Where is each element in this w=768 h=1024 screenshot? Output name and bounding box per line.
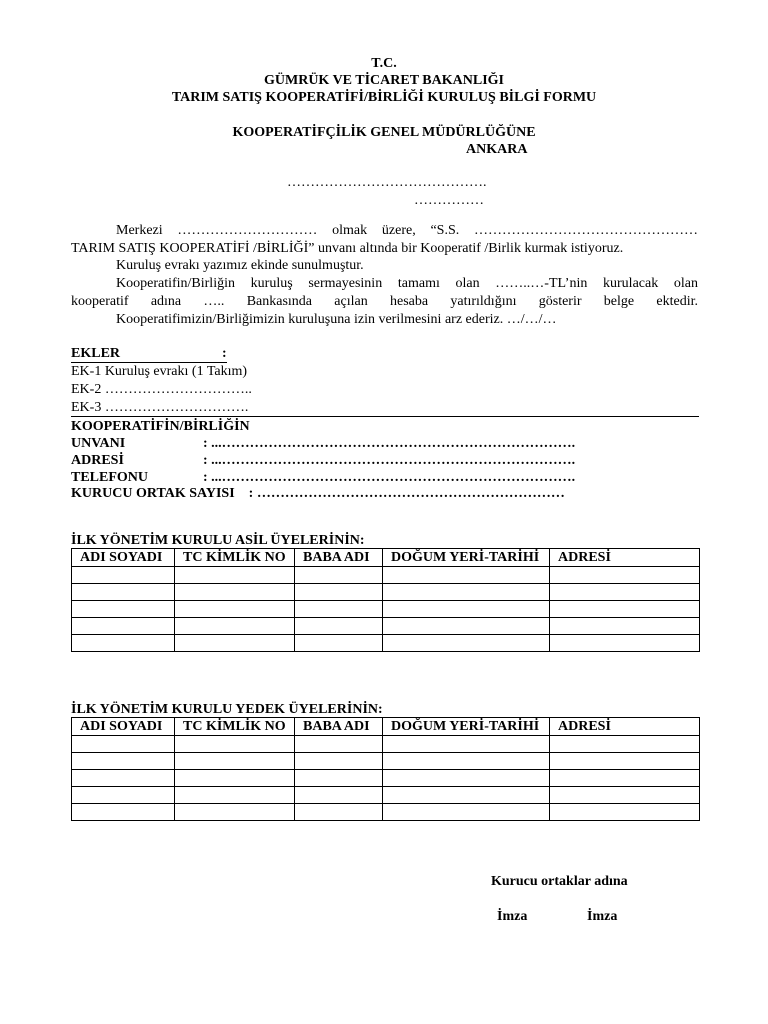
table-cell[interactable]	[383, 804, 550, 821]
field-title-label: UNVANI	[71, 436, 126, 451]
table-row	[72, 736, 700, 753]
table-cell[interactable]	[175, 804, 295, 821]
table-cell[interactable]	[295, 584, 383, 601]
table-cell[interactable]	[295, 787, 383, 804]
table-header-row	[72, 718, 700, 736]
table-cell[interactable]	[383, 618, 550, 635]
column-header-tc-id: TC KİMLİK NO	[175, 718, 295, 736]
table-row	[72, 804, 700, 821]
attachment-3: EK-3 ………………………….	[71, 400, 249, 415]
place-line-1: …………………………………….	[287, 175, 487, 190]
table-header-row	[72, 549, 700, 567]
table-row	[72, 770, 700, 787]
table-cell[interactable]	[295, 736, 383, 753]
column-header-birth: DOĞUM YERİ-TARİHİ	[383, 718, 550, 736]
table-cell[interactable]	[383, 567, 550, 584]
table-row	[72, 635, 700, 652]
table-cell[interactable]	[175, 736, 295, 753]
table-row	[72, 618, 700, 635]
table-cell[interactable]	[550, 567, 700, 584]
table-cell[interactable]	[550, 736, 700, 753]
table-cell[interactable]	[175, 567, 295, 584]
table-cell[interactable]	[295, 618, 383, 635]
table-cell[interactable]	[383, 787, 550, 804]
field-phone-value: : ...………………………………………………………………….	[203, 470, 576, 485]
attachments-colon: :	[222, 346, 227, 361]
table-cell[interactable]	[175, 618, 295, 635]
header-tc: T.C.	[371, 56, 397, 71]
main-members-table	[71, 548, 700, 652]
page-title: TARIM SATIŞ KOOPERATİFİ/BİRLİĞİ KURULUŞ BİLGİ FORMU	[171, 90, 597, 105]
field-address-label: ADRESİ	[71, 453, 124, 468]
table-cell[interactable]	[383, 770, 550, 787]
table-cell[interactable]	[72, 770, 175, 787]
table-cell[interactable]	[550, 618, 700, 635]
column-header-address: ADRESİ	[550, 549, 700, 567]
table-cell[interactable]	[72, 804, 175, 821]
paragraph-4: Kooperatifimizin/Birliğimizin kuruluşuna izin verilmesini arz ederiz. …/…/…	[116, 312, 557, 327]
table-cell[interactable]	[295, 567, 383, 584]
paragraph-3-line-1: Kooperatifin/Birliğin kuruluş sermayesinin tamamı olan ……..…-TL’nin kurulacak olan	[116, 276, 698, 291]
column-header-birth: DOĞUM YERİ-TARİHİ	[383, 549, 550, 567]
table-cell[interactable]	[72, 787, 175, 804]
column-header-address: ADRESİ	[550, 718, 700, 736]
table-cell[interactable]	[550, 787, 700, 804]
table-cell[interactable]	[72, 635, 175, 652]
table-cell[interactable]	[175, 753, 295, 770]
paragraph-2: Kuruluş evrakı yazımız ekinde sunulmuştur.	[116, 258, 364, 273]
table-cell[interactable]	[295, 635, 383, 652]
table-row	[72, 787, 700, 804]
table-cell[interactable]	[175, 584, 295, 601]
table-cell[interactable]	[175, 787, 295, 804]
table-cell[interactable]	[175, 635, 295, 652]
table-row	[72, 584, 700, 601]
table-cell[interactable]	[550, 753, 700, 770]
attachment-2: EK-2 …………………………..	[71, 382, 252, 397]
table-cell[interactable]	[550, 770, 700, 787]
attachments-heading: EKLER	[71, 346, 121, 361]
column-header-father-name: BABA ADI	[295, 718, 383, 736]
signature-2: İmza	[587, 909, 618, 924]
main-members-title: İLK YÖNETİM KURULU ASİL ÜYELERİNİN:	[71, 533, 365, 548]
table-row	[72, 567, 700, 584]
column-header-tc-id: TC KİMLİK NO	[175, 549, 295, 567]
table-cell[interactable]	[383, 753, 550, 770]
place-line-2: ……………	[414, 193, 484, 208]
table-cell[interactable]	[383, 635, 550, 652]
table-cell[interactable]	[295, 804, 383, 821]
field-title-value: : ...………………………………………………………………….	[203, 436, 576, 451]
table-cell[interactable]	[295, 753, 383, 770]
field-phone-label: TELEFONU	[71, 470, 149, 485]
section-divider	[71, 416, 699, 417]
addressee-city: ANKARA	[466, 142, 528, 157]
signature-on-behalf: Kurucu ortaklar adına	[491, 874, 628, 889]
field-founder-count: KURUCU ORTAK SAYISI : …………………………………………………………	[71, 486, 565, 501]
table-cell[interactable]	[383, 601, 550, 618]
column-header-name: ADI SOYADI	[72, 718, 175, 736]
coop-info-heading: KOOPERATİFİN/BİRLİĞİN	[71, 419, 250, 434]
table-cell[interactable]	[383, 584, 550, 601]
table-cell[interactable]	[72, 584, 175, 601]
field-address-value: : ...………………………………………………………………….	[203, 453, 576, 468]
column-header-father-name: BABA ADI	[295, 549, 383, 567]
table-cell[interactable]	[383, 736, 550, 753]
signature-1: İmza	[497, 909, 528, 924]
attachment-1: EK-1 Kuruluş evrakı (1 Takım)	[71, 364, 248, 379]
table-cell[interactable]	[72, 736, 175, 753]
table-row	[72, 601, 700, 618]
column-header-name: ADI SOYADI	[72, 549, 175, 567]
substitute-members-title: İLK YÖNETİM KURULU YEDEK ÜYELERİNİN:	[71, 702, 383, 717]
header-ministry: GÜMRÜK VE TİCARET BAKANLIĞI	[264, 73, 504, 88]
table-cell[interactable]	[72, 567, 175, 584]
table-cell[interactable]	[295, 770, 383, 787]
paragraph-3-line-2: kooperatif adına ….. Bankasında açılan hesaba yatırıldığını gösterir belge ektedir.	[71, 294, 698, 309]
table-cell[interactable]	[550, 635, 700, 652]
addressee-directorate: KOOPERATİFÇİLİK GENEL MÜDÜRLÜĞÜNE	[232, 125, 536, 140]
table-cell[interactable]	[295, 601, 383, 618]
table-cell[interactable]	[72, 601, 175, 618]
table-cell[interactable]	[550, 601, 700, 618]
substitute-members-table	[71, 717, 700, 821]
paragraph-1-line-1: Merkezi ………………………… olmak üzere, “S.S. …………………………………………	[116, 223, 698, 238]
table-cell[interactable]	[72, 753, 175, 770]
table-cell[interactable]	[550, 804, 700, 821]
table-cell[interactable]	[175, 601, 295, 618]
table-row	[72, 753, 700, 770]
paragraph-1-line-2: TARIM SATIŞ KOOPERATİFİ /BİRLİĞİ” unvanı altında bir Kooperatif /Birlik kurmak istiyoruz.	[71, 241, 624, 256]
table-cell[interactable]	[72, 618, 175, 635]
table-cell[interactable]	[175, 770, 295, 787]
table-cell[interactable]	[550, 584, 700, 601]
